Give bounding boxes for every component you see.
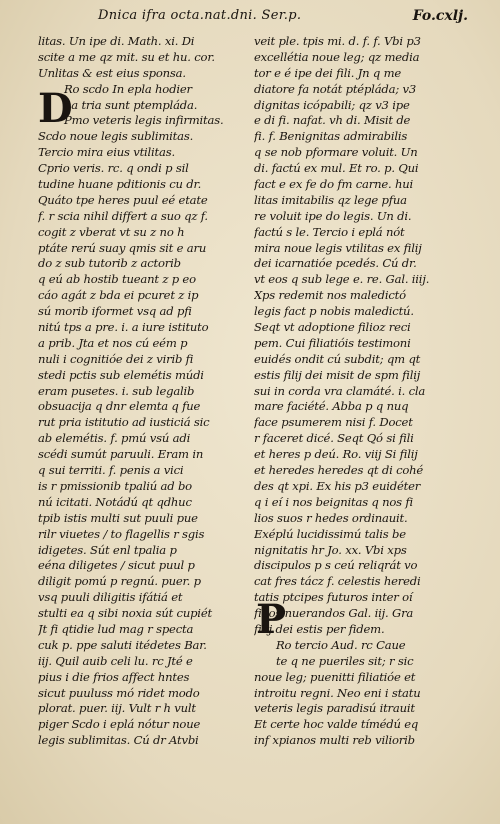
text-line: Jt fi qtidie lud mag r specta (38, 621, 194, 636)
text-line: Cprio veris. rc. q ondi p sil (38, 161, 189, 176)
text-line: tor e é ipe dei fili. Jn q me (254, 65, 402, 80)
text-line: inf xpianos multi reb viliorib (254, 733, 415, 748)
text-line: Xps redemit nos maledictó (254, 288, 406, 303)
text-line: ptáte rerú suay qmis sit e aru (38, 240, 207, 255)
text-line: tudine huane pditionis cu dr. (38, 177, 202, 192)
text-line: di. factú ex mul. Et ro. p. Qui (254, 161, 419, 176)
text-line: diligit pomú p regnú. puer. p (38, 574, 201, 589)
text-line: introitu regni. Neo eni i statu (254, 685, 421, 700)
text-line: excellétia noue leg; qz media (254, 49, 420, 64)
text-line: eram pusetes. i. sub legalib (38, 383, 195, 398)
page-header (38, 8, 468, 30)
text-line: e di fi. nafat. vh di. Misit de (254, 113, 411, 128)
text-line: fact e ex fe do fm carne. hui (254, 177, 414, 192)
text-line: piger Scdo i eplá nótur noue (38, 717, 201, 732)
text-line: dignitas icópabili; qz v3 ipe (254, 97, 410, 112)
text-line: et heredes heredes qt di cohé (254, 463, 424, 478)
text-line: rut pria istitutio ad iusticiá sic (38, 415, 210, 430)
text-line: scite a me qz mit. su et hu. cor. (38, 49, 215, 64)
text-line: q sui territi. f. penis a vici (38, 463, 184, 478)
text-line: q i eí i nos beignitas q nos fi (254, 494, 414, 509)
text-line: diatore fa notát ptépláda; v3 (254, 81, 417, 96)
text-line: cat fres tácz f. celestis heredi (254, 574, 421, 589)
text-line: iij. Quil auib celi lu. rc Jté e (38, 653, 193, 668)
text-line: rilr viuetes / to flagellis r sgis (38, 526, 205, 541)
drop-cap-left: D (38, 85, 73, 132)
text-line: Et certe hoc valde tímédú eq (254, 717, 419, 732)
text-line: tpib istis multi sut puuli pue (38, 510, 198, 525)
text-line: a prib. Jta et nos cú eém p (38, 335, 188, 350)
text-line: fi. f. Benignitas admirabilis (254, 129, 408, 144)
drop-cap-right: P (256, 596, 287, 643)
text-line: idigetes. Sút enl tpalia p (38, 542, 177, 557)
text-line: dei icarnatióe pcedés. Cú dr. (254, 256, 417, 271)
text-line: lios suos r hedes ordinauit. (254, 510, 408, 525)
text-line: Ro tercio Aud. rc Caue (276, 637, 406, 652)
text-line: cáo agát z bda ei pcuret z ip (38, 288, 199, 303)
text-line: sú morib iformet vsq ad pfi (38, 304, 192, 319)
text-line: euidés ondit cú subdit; qm qt (254, 351, 421, 366)
text-line: scédi sumút paruuli. Eram in (38, 447, 204, 462)
text-line: stedi pctis sub elemétis múdi (38, 367, 204, 382)
text-line: Pmo veteris legis infirmitas. (64, 113, 224, 128)
text-line: Ro scdo In epla hodier (64, 81, 192, 96)
text-line: Exéplú lucidissimú talis be (254, 526, 406, 541)
text-line: re voluit ipe do legis. Un di. (254, 208, 412, 223)
text-line: sui in corda vra clamáté. i. cla (254, 383, 426, 398)
text-line: litas. Un ipe di. Math. xi. Di (38, 34, 195, 48)
text-line: is r pmissionib tpaliú ad bo (38, 478, 192, 493)
text-line: factú s le. Tercio i eplá nót (254, 224, 405, 239)
text-line: vt eos q sub lege e. re. Gal. iiij. (254, 272, 430, 287)
text-line: cogit z vberat vt su z no h (38, 224, 185, 239)
text-line: ab elemétis. f. pmú vsú adi (38, 431, 191, 446)
text-line: nignitatis hr Jo. xx. Vbi xps (254, 542, 407, 557)
text-line: sicut puuluss mó ridet modo (38, 685, 200, 700)
text-line: na tria sunt ptempláda. (64, 97, 198, 112)
text-line: des qt xpi. Ex his p3 euidéter (254, 478, 421, 493)
text-line: filij dei estis per fidem. (254, 621, 385, 636)
text-line: plorat. puer. iij. Vult r h vult (38, 701, 196, 716)
text-line: cuk p. ppe saluti itédetes Bar. (38, 637, 207, 652)
text-line: obsuacija q dnr elemta q fue (38, 399, 201, 414)
right-text-column (254, 34, 454, 749)
text-line: legis fact p nobis maledictú. (254, 304, 414, 319)
text-line: estis filij dei misit de spm filij (254, 367, 421, 382)
text-line: te q ne pueriles sit; r sic (276, 653, 414, 668)
text-line: veteris legis paradisú itrauit (254, 701, 415, 716)
text-line: tatis ptcipes futuros inter oí (254, 590, 413, 605)
text-line: nitú tps a pre. i. a iure istituto (38, 320, 209, 335)
text-line: mare faciété. Abba p q nuq (254, 399, 409, 414)
text-line: Tercio mira eius vtilitas. (38, 145, 175, 160)
text-line: mira noue legis vtilitas ex filij (254, 240, 422, 255)
text-line: do z sub tutorib z actorib (38, 256, 181, 271)
text-line: q se nob pformare voluit. Un (254, 145, 418, 160)
text-line: eéna diligetes / sicut puul p (38, 558, 195, 573)
text-line: face psumerem nisi f. Docet (254, 415, 413, 430)
folio-number: Fo.cxlj. (412, 8, 468, 24)
text-line: Seqt vt adoptione filioz reci (254, 320, 411, 335)
running-title: Dnica ifra octa.nat.dni. Ser.p. (98, 8, 302, 23)
text-line: f. r scia nihil differt a suo qz f. (38, 208, 208, 223)
text-line: stulti ea q sibi noxia sút cupiét (38, 606, 212, 621)
left-text-column (38, 34, 230, 749)
text-line: filios nuerandos Gal. iij. Gra (254, 606, 414, 621)
text-line: litas imitabilis qz lege pfua (254, 192, 407, 207)
text-line: Scdo noue legis sublimitas. (38, 129, 194, 144)
text-line: q eú ab hostib tueant z p eo (38, 272, 196, 287)
text-line: discipulos p s ceú reliqrát vo (254, 558, 418, 573)
text-line: veit ple. tpis mi. d. f. f. Vbi p3 (254, 34, 421, 48)
text-line: Quáto tpe heres puul eé etate (38, 192, 208, 207)
text-line: pem. Cui filiatióis testimoni (254, 335, 411, 350)
text-line: legis sublimitas. Cú dr Atvbi (38, 733, 199, 748)
text-line: et heres p deú. Ro. viij Si filij (254, 447, 418, 462)
text-line: vsq puuli diligitis ifátiá et (38, 590, 183, 605)
text-line: noue leg; puenitti filiatióe et (254, 669, 416, 684)
text-line: Unlitas & est eius sponsa. (38, 65, 186, 80)
text-line: r faceret dicé. Seqt Qó si fili (254, 431, 414, 446)
text-line: pius i die frios affect hntes (38, 669, 190, 684)
text-line: nú icitati. Notádú qt qdhuc (38, 494, 192, 509)
text-line: nuli i cognitióe dei z virib fi (38, 351, 194, 366)
